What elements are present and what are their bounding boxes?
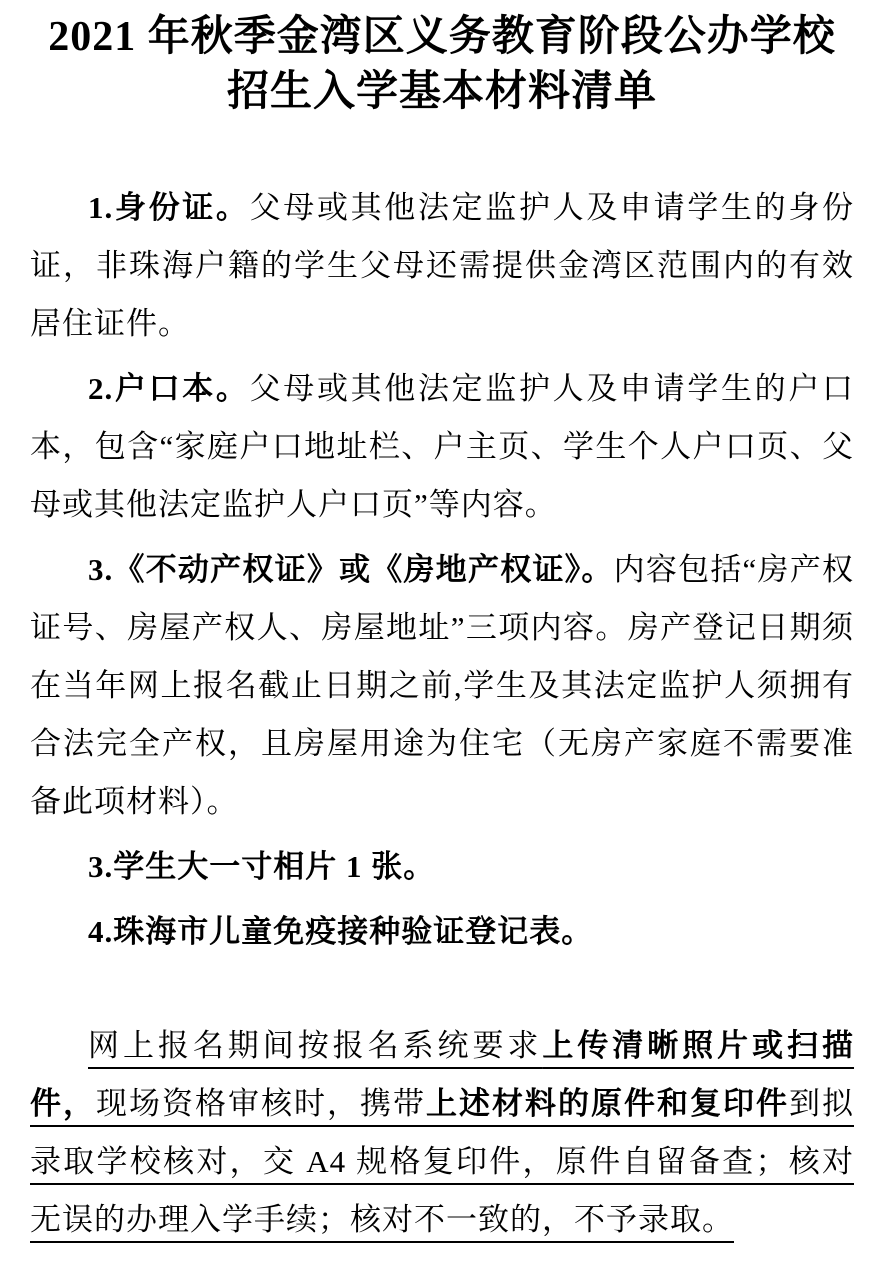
text-run: 网上报名期间按报名系统要求 [88, 1027, 543, 1063]
text-run: 父母或其他法定监护人及申请学生的身份证，非珠海户籍的学生父母还需提供金湾区范围内的有效居住证件。 [30, 189, 855, 341]
emphasis-text-run: 2.户口本。 [88, 370, 250, 406]
emphasis-text-run: 4.珠海市儿童免疫接种验证登记表。 [88, 913, 594, 949]
item-2-household-register [30, 360, 854, 534]
emphasis-text-run: 3.学生大一寸相片 1 张。 [88, 848, 436, 884]
item-1-id-card [30, 179, 854, 353]
emphasis-text-run: 上述材料的原件和复印件 [426, 1085, 789, 1121]
document-title [30, 10, 854, 121]
text-run: 内容包括“房产权证号、房屋产权人、房屋地址”三项内容。房产登记日期须在当年网上报名截止日期之前,学生及其法定监护人须拥有合法完全产权，且房屋用途为住宅（无房产家庭不需要准备此项材料）。 [30, 551, 854, 819]
text-run: 到拟录取学校核对，交 A4 规格复印件，原件自留备查；核对无误的办理入学手续；核对不一致的，不予录取。 [30, 1085, 854, 1237]
emphasis-text-run: 1.身份证。 [88, 189, 250, 225]
text-run: 现场资格审核时，携带 [96, 1085, 426, 1121]
item-vaccination-form [30, 903, 854, 961]
document-title-line-1: 2021 年秋季金湾区义务教育阶段公办学校 [48, 14, 836, 60]
emphasis-text-run: 上传清晰照片或扫描件， [30, 1027, 855, 1121]
note-submission-requirements [30, 1017, 854, 1249]
document-title-line-2: 招生入学基本材料清单 [226, 69, 657, 116]
text-run: 父母或其他法定监护人及申请学生的户口本，包含“家庭户口地址栏、户主页、学生个人户口页、父母或其他法定监护人户口页”等内容。 [30, 370, 855, 522]
emphasis-text-run: 3.《不动产权证》或《房地产权证》。 [88, 551, 614, 587]
item-3-property-certificate [30, 541, 854, 831]
item-student-photo [30, 838, 854, 896]
document-body [30, 179, 854, 1249]
